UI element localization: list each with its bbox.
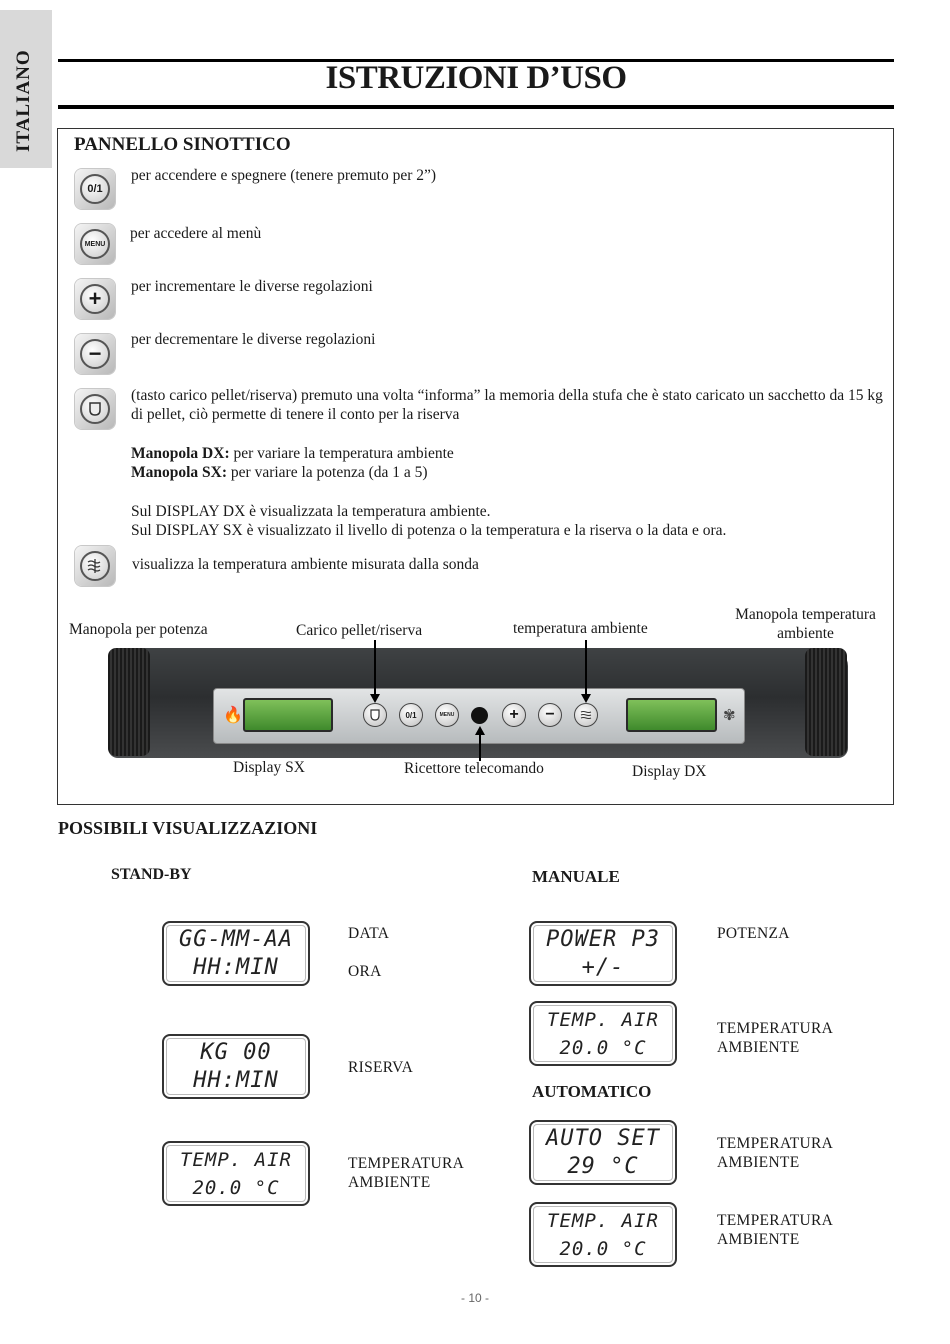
label-temp-standby-2: AMBIENTE bbox=[348, 1174, 431, 1191]
label-knob-power: Manopola per potenza bbox=[69, 621, 208, 638]
pellet-button-icon bbox=[363, 703, 387, 727]
label-riserva: RISERVA bbox=[348, 1059, 414, 1076]
room-temp-button-icon bbox=[574, 703, 598, 727]
lcd-line2: HH:MIN bbox=[193, 955, 279, 980]
label-temp-manual-2: AMBIENTE bbox=[717, 1039, 800, 1056]
label-ora: ORA bbox=[348, 963, 382, 980]
arrow-room-temp-head bbox=[581, 694, 591, 703]
page-number: - 10 - bbox=[460, 1291, 489, 1305]
label-display-sx: Display SX bbox=[233, 759, 305, 776]
label-display-dx: Display DX bbox=[632, 763, 707, 780]
row-pellet-text: (tasto carico pellet/riserva) premuto una volta “informa” la memoria della stufa che è stato caricato un sacchetto da 15 kg di pellet, ciò permette di tenere il conto per la riserva bbox=[131, 387, 883, 423]
power-button: 0/1 bbox=[399, 703, 423, 727]
display-dx-screen bbox=[626, 698, 717, 732]
views-title: POSSIBILI VISUALIZZAZIONI bbox=[58, 818, 318, 838]
auto-title: AUTOMATICO bbox=[532, 1082, 652, 1101]
label-room-temp: temperatura ambiente bbox=[513, 620, 648, 637]
lcd-line2: 20.0 °C bbox=[559, 1037, 647, 1059]
language-tab bbox=[0, 10, 52, 168]
menu-icon bbox=[75, 224, 115, 264]
lcd-auto-temp bbox=[529, 1202, 677, 1267]
lcd-line1: GG-MM-AA bbox=[179, 927, 293, 952]
knob-temperature bbox=[805, 648, 847, 756]
knob-dx-text: per variare la temperatura ambiente bbox=[229, 445, 454, 462]
arrow-pellet-head bbox=[370, 694, 380, 703]
row-power-text: per accendere e spegnere (tenere premuto per 2”) bbox=[131, 167, 437, 184]
pellet-load-icon bbox=[75, 389, 115, 429]
waves-icon bbox=[86, 557, 104, 575]
label-temp-auto-2b: AMBIENTE bbox=[717, 1231, 800, 1248]
label-data: DATA bbox=[348, 925, 390, 942]
remote-receiver-icon bbox=[471, 707, 488, 724]
minus-icon bbox=[75, 334, 115, 374]
lcd-line1: POWER P3 bbox=[546, 927, 660, 952]
label-pellet: Carico pellet/riserva bbox=[296, 622, 423, 639]
fan-icon: ✾ bbox=[723, 706, 736, 724]
lcd-line1: TEMP. AIR bbox=[180, 1149, 292, 1171]
power-toggle-glyph: 0/1 bbox=[80, 174, 110, 204]
display-dx-text: Sul DISPLAY DX è visualizzata la temperatura ambiente. bbox=[131, 503, 491, 520]
lcd-line1: KG 00 bbox=[200, 1040, 272, 1065]
lcd-line2: HH:MIN bbox=[193, 1068, 279, 1093]
label-temp-auto-1b: AMBIENTE bbox=[717, 1154, 800, 1171]
lcd-standby-date bbox=[162, 921, 310, 986]
lcd-line2: 20.0 °C bbox=[192, 1177, 280, 1199]
lcd-line2: 29 °C bbox=[567, 1154, 639, 1179]
label-knob-temp: Manopola temperatura ambiente bbox=[735, 606, 876, 642]
title-rule-bottom bbox=[58, 105, 894, 109]
arrow-pellet bbox=[374, 640, 376, 696]
lcd-auto-set bbox=[529, 1120, 677, 1185]
lcd-manual-power bbox=[529, 921, 677, 986]
panel-title: PANNELLO SINOTTICO bbox=[74, 134, 291, 155]
plus-button-icon: + bbox=[502, 703, 526, 727]
minus-button-icon: − bbox=[538, 703, 562, 727]
page-title: ISTRUZIONI D’USO bbox=[325, 60, 627, 96]
manual-title: MANUALE bbox=[532, 867, 620, 886]
sensor-text: visualizza la temperatura ambiente misurata dalla sonda bbox=[132, 556, 479, 573]
room-temp-sensor-icon bbox=[75, 546, 115, 586]
lcd-manual-temp bbox=[529, 1001, 677, 1066]
label-potenza: POTENZA bbox=[717, 925, 790, 942]
lcd-line1: TEMP. AIR bbox=[547, 1009, 659, 1031]
lcd-line1: AUTO SET bbox=[546, 1126, 660, 1151]
minus-glyph: − bbox=[80, 339, 110, 369]
knob-sx-text: per variare la potenza (da 1 a 5) bbox=[227, 464, 428, 481]
menu-glyph: MENU bbox=[80, 229, 110, 259]
label-remote: Ricettore telecomando bbox=[404, 760, 544, 777]
language-label: ITALIANO bbox=[13, 49, 34, 152]
lcd-line2: 20.0 °C bbox=[559, 1238, 647, 1260]
power-toggle-icon bbox=[75, 169, 115, 209]
lcd-standby-reserve bbox=[162, 1034, 310, 1099]
arrow-room-temp bbox=[585, 640, 587, 696]
lcd-line2: +/- bbox=[581, 955, 625, 980]
row-minus-text: per decrementare le diverse regolazioni bbox=[131, 331, 376, 348]
standby-title: STAND-BY bbox=[111, 866, 192, 883]
display-sx-text: Sul DISPLAY SX è visualizzato il livello di potenza o la temperatura e la riserva o la data e ora. bbox=[131, 522, 727, 539]
plus-glyph: + bbox=[80, 284, 110, 314]
label-temp-auto-1a: TEMPERATURA bbox=[717, 1135, 834, 1152]
arrow-remote-head bbox=[475, 726, 485, 735]
knob-sx-label: Manopola SX: bbox=[131, 464, 228, 481]
pellet-bag-icon bbox=[88, 401, 102, 417]
lcd-standby-temp bbox=[162, 1141, 310, 1206]
plus-icon bbox=[75, 279, 115, 319]
row-menu-text: per accedere al menù bbox=[130, 225, 262, 242]
lcd-line1: TEMP. AIR bbox=[547, 1210, 659, 1232]
menu-button: MENU bbox=[435, 703, 459, 727]
knob-power bbox=[108, 648, 150, 756]
arrow-remote bbox=[479, 733, 481, 761]
label-temp-manual-1: TEMPERATURA bbox=[717, 1020, 834, 1037]
label-temp-standby-1: TEMPERATURA bbox=[348, 1155, 465, 1172]
flame-icon: 🔥 bbox=[223, 707, 243, 724]
row-plus-text: per incrementare le diverse regolazioni bbox=[131, 278, 373, 295]
knob-dx-label: Manopola DX: bbox=[131, 445, 230, 462]
label-temp-auto-2a: TEMPERATURA bbox=[717, 1212, 834, 1229]
display-sx-screen bbox=[243, 698, 333, 732]
knob-dx-line bbox=[131, 444, 454, 463]
knob-sx-line bbox=[131, 463, 428, 482]
